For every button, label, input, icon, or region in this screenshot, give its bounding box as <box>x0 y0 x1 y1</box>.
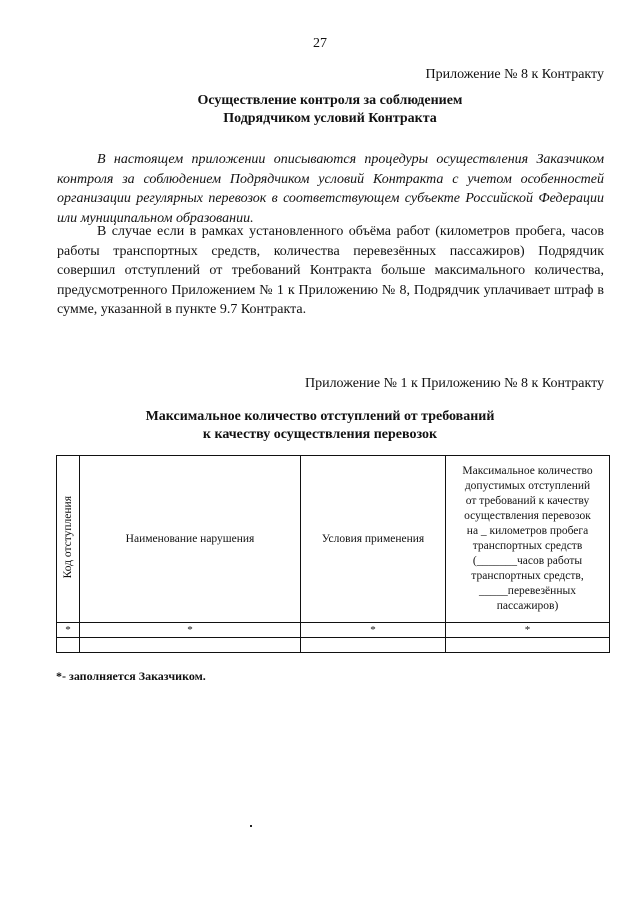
page-number: 27 <box>313 36 327 51</box>
table-cell <box>301 638 446 653</box>
document-title-line-1: Осуществление контроля за соблюдением <box>197 93 463 108</box>
document-title-line-2: Подрядчиком условий Контракта <box>223 111 437 126</box>
header-max-line: транспортных средств, <box>471 570 584 582</box>
annex-title: Приложение № 8 к Контракту <box>425 67 604 82</box>
table-row <box>57 623 610 638</box>
header-max-line: _____перевезённых <box>479 585 576 597</box>
header-max-line: на _ километров пробега <box>466 525 589 537</box>
scan-artifact-dot <box>250 825 252 827</box>
table-cell: * <box>301 623 446 638</box>
table-cell <box>57 638 80 653</box>
intro-paragraph: В настоящем приложении описываются процедуры осуществления Заказчиком контроля за соблюдением Подрядчиком условий Контракта с учетом особенностей организации регулярных перевозок в соответствующем субъекте Российской Федерации или муниципальном образовании. <box>57 152 604 226</box>
table-cell <box>446 638 610 653</box>
header-max-line: Максимальное количество <box>462 465 593 477</box>
table-cell: * <box>446 623 610 638</box>
table-header-row <box>57 456 610 623</box>
table-cell <box>80 638 301 653</box>
header-conditions: Условия применения <box>301 456 446 623</box>
table-title-line-2: к качеству осуществления перевозок <box>202 427 438 442</box>
header-max-line: (_______часов работы <box>472 555 583 567</box>
table-title <box>0 408 640 444</box>
table-row-empty <box>57 638 610 653</box>
deviations-table <box>56 455 610 653</box>
header-code <box>57 456 80 623</box>
table-cell: * <box>57 623 80 638</box>
header-max-line: от требований к качеству <box>465 495 590 507</box>
footnote: *- заполняется Заказчиком. <box>56 669 206 683</box>
penalty-paragraph: В случае если в рамках установленного объёма работ (километров пробега, часов работы транспортных средств, количества перевезённых пассажиров) Подрядчик совершил отступлений от требований Контракта больше максимального количества, предусмотренного Приложением № 1 к Приложению № 8, Подрядчик уплачивает штраф в сумме, указанной в пункте 9.7 Контракта. <box>57 224 604 317</box>
header-code-label: Код отступления <box>62 496 74 579</box>
sub-annex-title: Приложение № 1 к Приложению № 8 к Контракту <box>304 376 604 391</box>
header-max-deviations <box>446 456 610 623</box>
table-title-line-1: Максимальное количество отступлений от требований <box>145 409 495 424</box>
table-cell: * <box>80 623 301 638</box>
header-max-line: транспортных средств <box>472 540 583 552</box>
header-max-line: допустимых отступлений <box>464 480 591 492</box>
header-max-line: осуществления перевозок <box>464 510 591 522</box>
document-title <box>0 92 640 128</box>
header-violation-name: Наименование нарушения <box>80 456 301 623</box>
header-max-line: пассажиров) <box>496 600 559 612</box>
